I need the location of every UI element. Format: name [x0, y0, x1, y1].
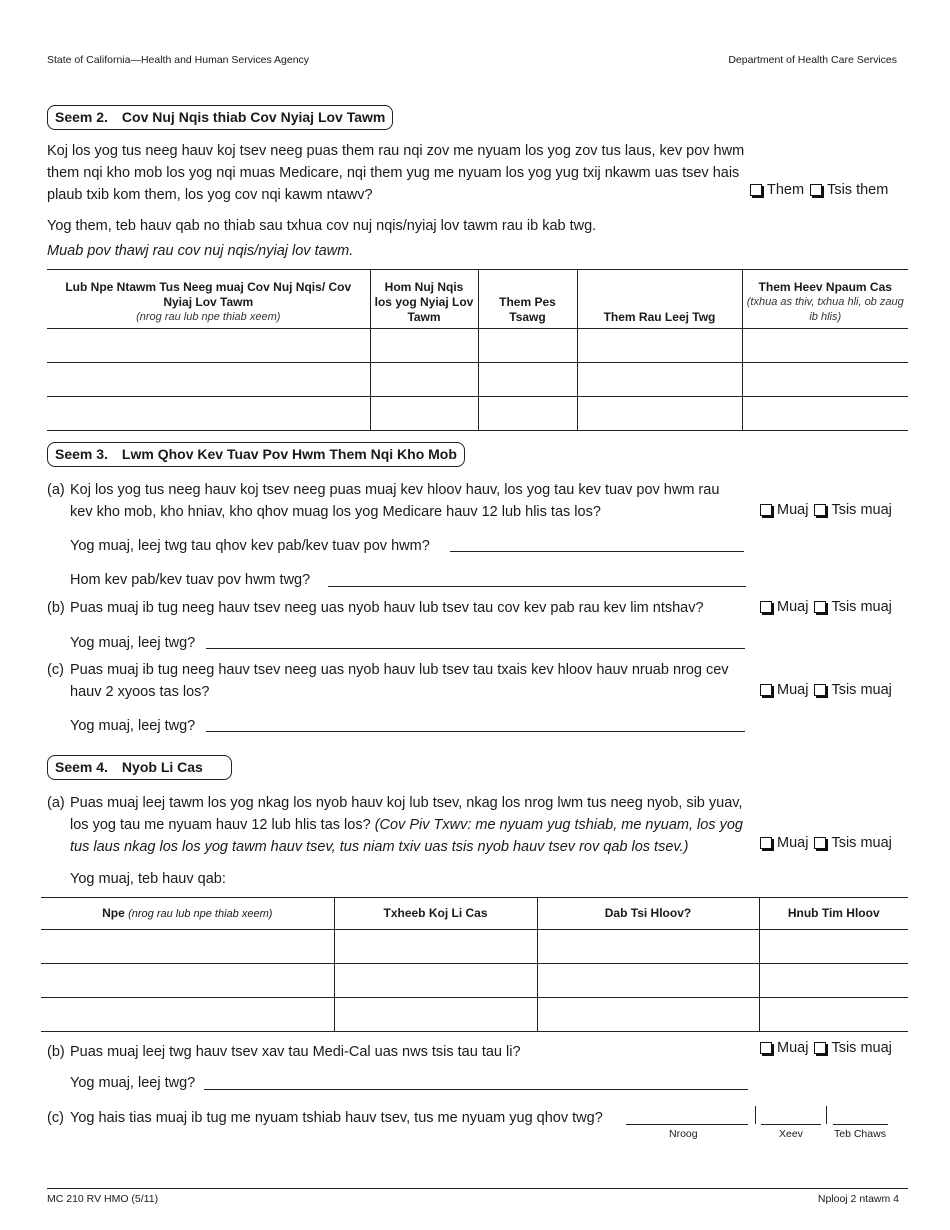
- section-4c-question: Yog hais tias muaj ib tug me nyuam tshiab hauv tsev, tus me nyuam yug qhov twg?: [70, 1110, 603, 1126]
- divider: [826, 1106, 827, 1124]
- 4b-who-input[interactable]: [204, 1089, 748, 1090]
- section-4a-followup: Yog muaj, teb hauv qab:: [70, 871, 226, 887]
- section-3b-followup: Yog muaj, leej twg?: [70, 635, 196, 651]
- section-4b-label: (b): [47, 1044, 65, 1060]
- tsis-them-checkbox[interactable]: [810, 184, 822, 196]
- expenses-col-name: Lub Npe Ntawm Tus Neeg muaj Cov Nuj Nqis/ Cov Nyiaj Lov Tawm (nrog rau lub npe thiab xeem): [47, 270, 370, 329]
- 4b-tsis-muaj-checkbox[interactable]: [814, 1042, 826, 1054]
- section-4b-options: Muaj Tsis muaj: [760, 1040, 892, 1056]
- section-4a-question: Puas muaj leej tawm los yog nkag los nyob hauv koj lub tsev, nkag los nrog lwm tus neeg nyob, sib yuav, los yog tau me nyuam hauv 12 lub hlis tas los? (Cov Piv Txwv: me nyuam yug tshiab, me nyuam, los yog tus laus nkag los los yog tawm hauv tsev, tus niam txiv uas tsis nyob hauv tsev rov qab los tsev.): [70, 795, 743, 855]
- section-3a-question: Koj los yog tus neeg hauv koj tsev neeg puas muaj kev hloov hauv, los yog tau kev tuav pov hwm rau kev kho mob, kho hniav, kho qhov muag los yog Medicare hauv 12 lub hlis tas los?: [70, 482, 720, 520]
- section-2-options: [750, 182, 888, 198]
- 3b-muaj-checkbox[interactable]: [760, 601, 772, 613]
- household-changes-table: [41, 897, 908, 1032]
- section-2-note: Muab pov thawj rau cov nuj nqis/nyiaj lov tawm.: [47, 243, 354, 259]
- 3a-type-input[interactable]: [328, 586, 746, 587]
- section-4b-followup: Yog muaj, leej twg?: [70, 1075, 196, 1091]
- section-3a-label: (a): [47, 482, 65, 498]
- 3c-who-input[interactable]: [206, 731, 745, 732]
- 3a-tsis-muaj-checkbox[interactable]: [814, 504, 826, 516]
- country-caption: Teb Chaws: [834, 1128, 886, 1140]
- expenses-table: [47, 269, 908, 431]
- section-3b-label: (b): [47, 600, 65, 616]
- table-row: [41, 964, 908, 998]
- 4a-tsis-muaj-checkbox[interactable]: [814, 837, 826, 849]
- birth-state-input[interactable]: [761, 1124, 821, 1125]
- them-label: Them: [767, 182, 805, 198]
- footer-rule: [47, 1188, 908, 1189]
- section-3c-question: Puas muaj ib tug neeg hauv tsev neeg uas nyob hauv lub tsev tau txais kev hloov hauv nruab nrog cev hauv 2 xyoos tas los?: [70, 662, 729, 700]
- 3c-muaj-checkbox[interactable]: [760, 684, 772, 696]
- table-row: [41, 930, 908, 964]
- section-2-instruction: Yog them, teb hauv qab no thiab sau txhua cov nuj nqis/nyiaj lov tawm rau ib kab twg.: [47, 218, 597, 234]
- expenses-col-type: Hom Nuj Nqis los yog Nyiaj Lov Tawm: [370, 270, 478, 329]
- changes-col-what: Dab Tsi Hloov?: [537, 898, 759, 930]
- expenses-col-payee: Them Rau Leej Twg: [577, 270, 742, 329]
- page-number: Nplooj 2 ntawm 4: [817, 1193, 899, 1205]
- section-4c-label: (c): [47, 1110, 64, 1126]
- section-4-title: Seem 4. Nyob Li Cas: [47, 755, 232, 780]
- section-2-question: Koj los yog tus neeg hauv koj tsev neeg puas them rau nqi zov me nyuam los yog zov tus laus, kev pov hwm them nqi kho mob los yog nqi muas Medicare, nqi them yug me nyuam los yog yug txij nkawm uas tsev hais plaub txib kom them, los yog cov nqi kawm ntawv?: [47, 143, 745, 203]
- form-number: MC 210 RV HMO (5/11): [47, 1193, 159, 1205]
- section-3c-followup: Yog muaj, leej twg?: [70, 718, 196, 734]
- table-row: [47, 329, 908, 363]
- birth-country-input[interactable]: [833, 1124, 888, 1125]
- 3c-tsis-muaj-checkbox[interactable]: [814, 684, 826, 696]
- expenses-col-amount: Them Pes Tsawg: [478, 270, 577, 329]
- section-3c-label: (c): [47, 662, 64, 678]
- section-3b-question: Puas muaj ib tug neeg hauv tsev neeg uas nyob hauv lub tsev tau cov kev pab rau kev lim ntshav?: [70, 600, 704, 616]
- table-row: [47, 363, 908, 397]
- changes-col-name: Npe (nrog rau lub npe thiab xeem): [41, 898, 334, 930]
- section-3b-options: Muaj Tsis muaj: [760, 599, 892, 615]
- section-3a-followup-1: Yog muaj, leej twg tau qhov kev pab/kev tuav pov hwm?: [70, 538, 430, 554]
- changes-col-date: Hnub Tim Hloov: [759, 898, 908, 930]
- 4a-muaj-checkbox[interactable]: [760, 837, 772, 849]
- table-row: [47, 397, 908, 431]
- them-checkbox[interactable]: [750, 184, 762, 196]
- 3b-who-input[interactable]: [206, 648, 745, 649]
- city-caption: Nroog: [669, 1128, 698, 1140]
- section-3-title: Seem 3. Lwm Qhov Kev Tuav Pov Hwm Them Nqi Kho Mob: [47, 442, 465, 467]
- section-4a-note: (Cov Piv Txwv: me nyuam yug tshiab, me nyuam, los yog tus laus nkag los los yog tawm hauv tsev, tus niam txiv uas tsis nyob hauv tsev rov qab los tsev.): [70, 817, 743, 855]
- state-caption: Xeev: [779, 1128, 803, 1140]
- changes-col-relation: Txheeb Koj Li Cas: [334, 898, 537, 930]
- agency-header: State of California—Health and Human Services Agency: [47, 54, 310, 66]
- divider: [755, 1106, 756, 1124]
- 3a-muaj-checkbox[interactable]: [760, 504, 772, 516]
- expenses-col-frequency: Them Heev Npaum Cas (txhua as thiv, txhua hli, ob zaug ib hlis): [742, 270, 908, 329]
- 3a-who-input[interactable]: [450, 551, 744, 552]
- birth-city-input[interactable]: [626, 1124, 748, 1125]
- 3b-tsis-muaj-checkbox[interactable]: [814, 601, 826, 613]
- department-header: Department of Health Care Services: [728, 54, 897, 66]
- section-4a-label: (a): [47, 795, 65, 811]
- 4b-muaj-checkbox[interactable]: [760, 1042, 772, 1054]
- section-4a-options: Muaj Tsis muaj: [760, 835, 892, 851]
- section-3a-followup-2: Hom kev pab/kev tuav pov hwm twg?: [70, 572, 311, 588]
- table-row: [41, 998, 908, 1032]
- section-4b-question: Puas muaj leej twg hauv tsev xav tau Medi-Cal uas nws tsis tau tau li?: [70, 1044, 521, 1060]
- section-3a-options: Muaj Tsis muaj: [760, 502, 892, 518]
- tsis-them-label: Tsis them: [827, 182, 889, 198]
- section-3c-options: Muaj Tsis muaj: [760, 682, 892, 698]
- section-2-title: Seem 2. Cov Nuj Nqis thiab Cov Nyiaj Lov Tawm: [47, 105, 393, 130]
